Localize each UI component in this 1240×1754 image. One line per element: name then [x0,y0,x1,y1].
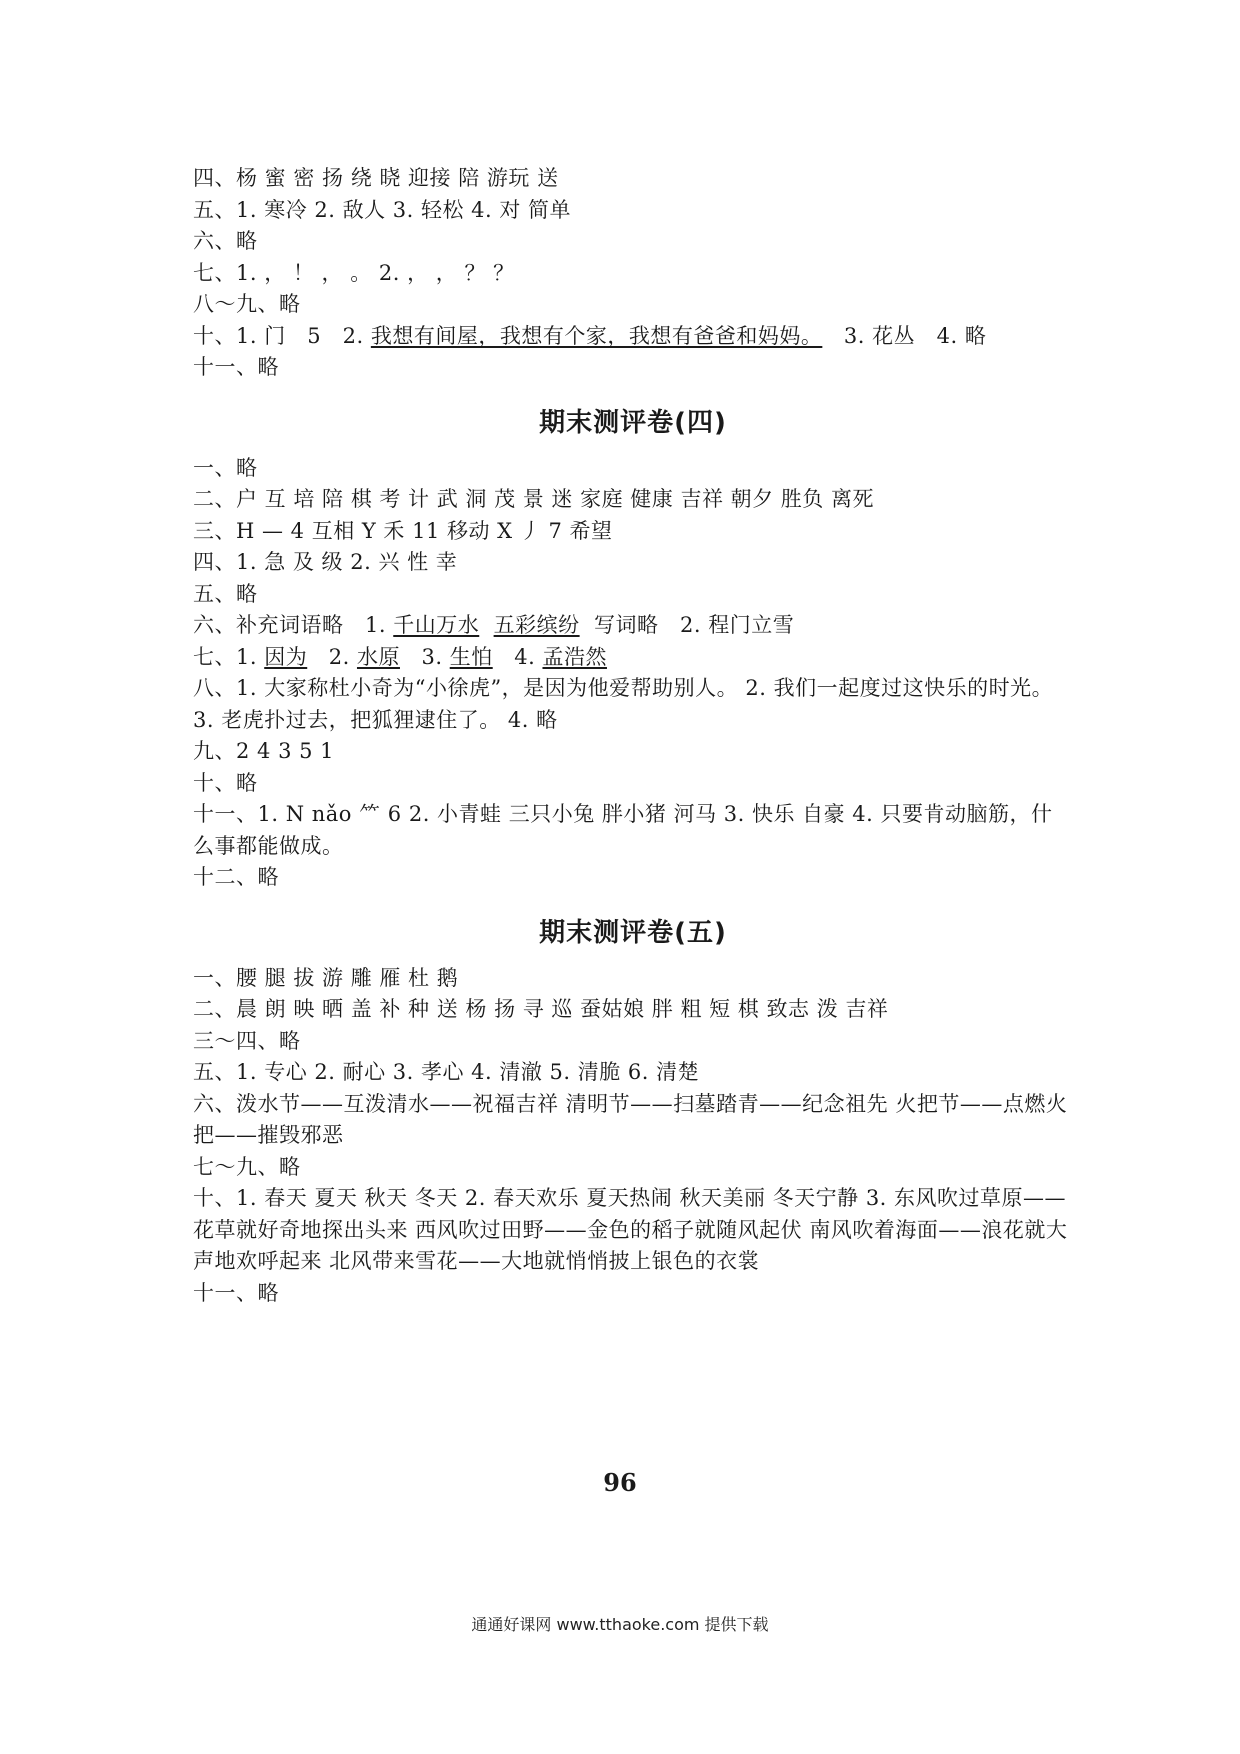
answer-line: 十一、1. N nǎo ⺮ 6 2. 小青蛙 三只小兔 胖小猪 河马 3. 快乐 自豪 4. 只要肯动脑筋，什么事都能做成。 [193,802,1053,858]
underlined-answer: 水原 [356,644,400,669]
answer-line: 六、泼水节——互泼清水——祝福吉祥 清明节——扫墓踏青——纪念祖先 火把节——点燃火把——摧毁邪恶 [193,1091,1068,1147]
answer-line: 五、1. 专心 2. 耐心 3. 孝心 4. 清澈 5. 清脆 6. 清楚 [193,1060,700,1084]
answer-line: 二、晨 朗 映 晒 盖 补 种 送 杨 扬 寻 巡 蚕姑娘 胖 粗 短 棋 致志 泼 吉祥 [193,997,889,1021]
answer-line: 八～九、略 [193,292,301,316]
answer-line: 六、略 [193,229,258,253]
answer-line: 一、腰 腿 拔 游 雕 雁 杜 鹅 [193,965,459,990]
answer-line: 七～九、略 [193,1154,301,1179]
answer-line: 3. 老虎扑过去，把狐狸逮住了。 4. 略 [193,707,558,732]
answer-line: 四、1. 急 及 级 2. 兴 性 幸 [193,550,458,574]
answer-line: 十一、略 [193,1280,279,1305]
answer-text: 六、补充词语略 1. [193,613,394,637]
section-title: 期末测评卷(五) [539,917,727,948]
answer-line: 三、H — 4 互相 Y 禾 11 移动 X 丿 7 希望 [193,518,613,543]
answer-line: 四、杨 蜜 密 扬 绕 晓 迎接 陪 游玩 送 [193,166,559,190]
answer-text: 写词略 2. 程门立雪 [579,613,795,637]
answer-line: 十、1. 春天 夏天 秋天 冬天 2. 春天欢乐 夏天热闹 秋天美丽 冬天宁静 3. 东风吹过草原——花草就好奇地探出头来 西风吹过田野——金色的稻子就随风起伏 南风吹着海面——浪花就大声地欢呼起来 北风带来雪花——大地就悄悄披上银色的衣裳 [193,1186,1068,1273]
answer-line: 七、1. ， ！ ， 。 2. ， ， ？ ？ [193,260,515,285]
footer-credit: 通通好课网 www.tthaoke.com 提供下载 [471,1615,769,1634]
underlined-answer: 五彩缤纷 [493,613,580,637]
answer-line: 五、1. 寒冷 2. 敌人 3. 轻松 4. 对 简单 [193,197,572,222]
answer-line: 八、1. 大家称杜小奇为“小徐虎”，是因为他爱帮助别人。 2. 我们一起度过这快乐的时光。 [193,676,1054,700]
answer-line [193,321,1073,353]
section-title: 期末测评卷(四) [539,407,727,438]
answer-line: 三～四、略 [193,1028,301,1053]
page-number: 96 [603,1468,637,1497]
answer-text: 2. [307,644,357,669]
answer-line: 十二、略 [193,865,279,889]
underlined-answer: 生怕 [449,644,493,669]
answer-line: 五、略 [193,581,258,606]
answer-text: 4. [492,644,543,669]
underlined-answer: 千山万水 [393,613,480,637]
answer-line: 一、略 [193,455,258,480]
answer-line [193,610,1073,642]
answer-line: 十、略 [193,770,258,795]
underlined-answer: 因为 [264,644,308,669]
answer-text: 十、1. 门 5 2. [193,323,371,348]
answer-line: 二、户 互 培 陪 棋 考 计 武 洞 茂 景 迷 家庭 健康 吉祥 朝夕 胜负 离死 [193,487,874,511]
underlined-answer: 我想有间屋，我想有个家，我想有爸爸和妈妈。 [370,323,823,348]
underlined-answer: 孟浩然 [542,644,607,669]
answer-text: 七、1. [193,644,265,669]
answer-text: 3. 花丛 4. 略 [822,323,987,348]
answer-line [193,642,1073,674]
answer-content [193,163,1073,1309]
answer-line: 九、2 4 3 5 1 [193,739,335,763]
answer-line: 十一、略 [193,355,279,379]
answer-text [479,613,493,637]
answer-text: 3. [399,644,450,669]
